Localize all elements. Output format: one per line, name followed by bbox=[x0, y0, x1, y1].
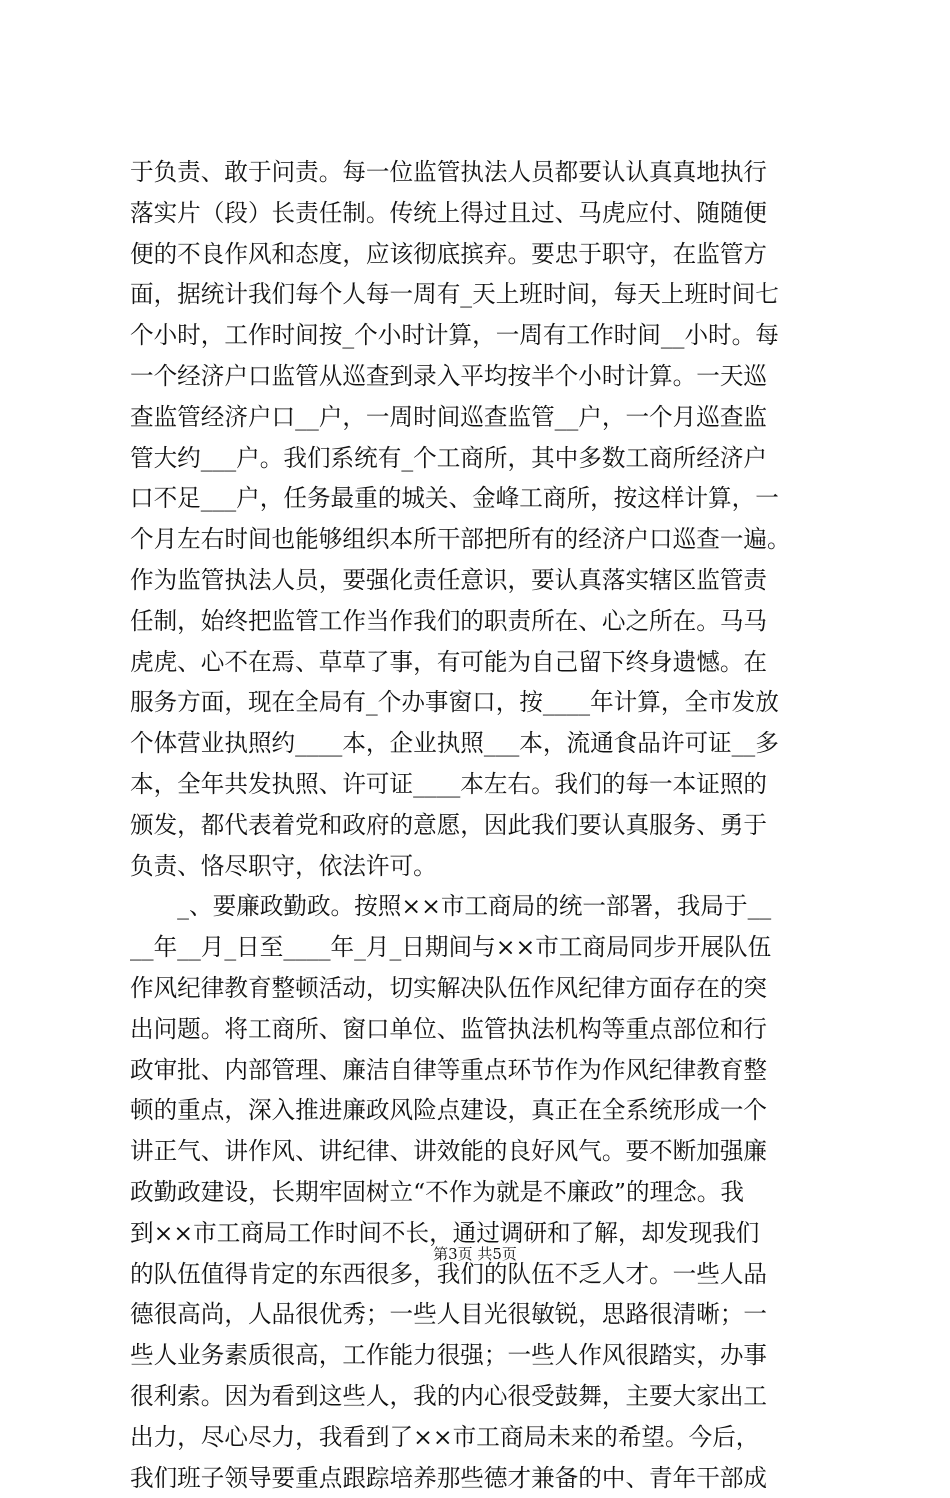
text-line: 政勤政建设，长期牢固树立“不作为就是不廉政”的理念。我 bbox=[130, 1172, 830, 1213]
text-line: 作风纪律教育整顿活动，切实解决队伍作风纪律方面存在的突 bbox=[130, 968, 830, 1009]
text-line: 很利索。因为看到这些人，我的内心很受鼓舞，主要大家出工 bbox=[130, 1376, 830, 1417]
text-line: 我们班子领导要重点跟踪培养那些德才兼备的中、青年干部成 bbox=[130, 1458, 830, 1498]
text-line: 个月左右时间也能够组织本所干部把所有的经济户口巡查一遍。 bbox=[130, 519, 830, 560]
text-line: 作为监管执法人员，要强化责任意识，要认真落实辖区监管责 bbox=[130, 560, 830, 601]
text-line: 政审批、内部管理、廉洁自律等重点环节作为作风纪律教育整 bbox=[130, 1050, 830, 1091]
text-line: 口不足___户，任务最重的城关、金峰工商所，按这样计算，一 bbox=[130, 478, 830, 519]
text-line: 查监管经济户口__户，一周时间巡查监管__户，一个月巡查监 bbox=[130, 397, 830, 438]
text-line: 虎虎、心不在焉、草草了事，有可能为自己留下终身遗憾。在 bbox=[130, 642, 830, 683]
text-line: 些人业务素质很高，工作能力很强；一些人作风很踏实，办事 bbox=[130, 1335, 830, 1376]
text-line: 出问题。将工商所、窗口单位、监管执法机构等重点部位和行 bbox=[130, 1009, 830, 1050]
page-number: 第3页 共5页 bbox=[0, 1243, 950, 1265]
text-line: 顿的重点，深入推进廉政风险点建设，真正在全系统形成一个 bbox=[130, 1090, 830, 1131]
text-line: 个小时，工作时间按_个小时计算，一周有工作时间__小时。每 bbox=[130, 315, 830, 356]
text-line: 的队伍值得肯定的东西很多，我们的队伍不乏人才。一些人品 bbox=[130, 1254, 830, 1295]
text-line: __年__月_日至____年_月_日期间与××市工商局同步开展队伍 bbox=[130, 927, 830, 968]
text-line: _、要廉政勤政。按照××市工商局的统一部署，我局于__ bbox=[130, 886, 830, 927]
text-line: 出力，尽心尽力，我看到了××市工商局未来的希望。今后， bbox=[130, 1417, 830, 1458]
document-body bbox=[130, 152, 830, 1498]
text-line: 本，全年共发执照、许可证____本左右。我们的每一本证照的 bbox=[130, 764, 830, 805]
text-line: 讲正气、讲作风、讲纪律、讲效能的良好风气。要不断加强廉 bbox=[130, 1131, 830, 1172]
text-line: 颁发，都代表着党和政府的意愿，因此我们要认真服务、勇于 bbox=[130, 805, 830, 846]
text-line: 便的不良作风和态度，应该彻底摈弃。要忠于职守，在监管方 bbox=[130, 234, 830, 275]
text-line: 个体营业执照约____本，企业执照___本，流通食品许可证__多 bbox=[130, 723, 830, 764]
text-line: 服务方面，现在全局有_个办事窗口，按____年计算，全市发放 bbox=[130, 682, 830, 723]
text-line: 于负责、敢于问责。每一位监管执法人员都要认认真真地执行 bbox=[130, 152, 830, 193]
text-line: 德很高尚，人品很优秀；一些人目光很敏锐，思路很清晰；一 bbox=[130, 1294, 830, 1335]
text-line: 任制，始终把监管工作当作我们的职责所在、心之所在。马马 bbox=[130, 601, 830, 642]
text-line: 到××市工商局工作时间不长，通过调研和了解，却发现我们 bbox=[130, 1213, 830, 1254]
text-line: 管大约___户。我们系统有_个工商所，其中多数工商所经济户 bbox=[130, 438, 830, 479]
text-line: 面，据统计我们每个人每一周有_天上班时间，每天上班时间七 bbox=[130, 274, 830, 315]
text-line: 一个经济户口监管从巡查到录入平均按半个小时计算。一天巡 bbox=[130, 356, 830, 397]
text-line: 落实片（段）长责任制。传统上得过且过、马虎应付、随随便 bbox=[130, 193, 830, 234]
text-line: 负责、恪尽职守，依法许可。 bbox=[130, 846, 830, 887]
